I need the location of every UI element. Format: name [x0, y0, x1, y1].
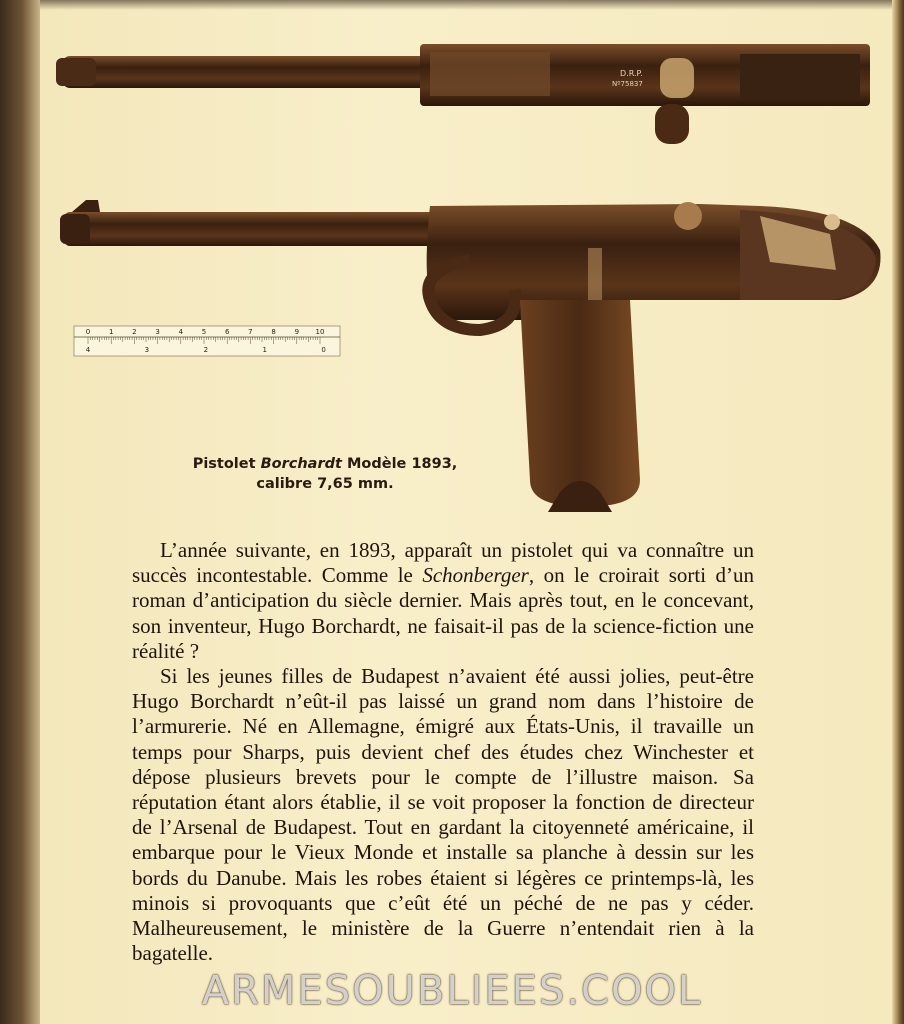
paragraph-1-italic: Schonberger	[422, 563, 529, 588]
ruler-top-label: 0	[85, 328, 91, 336]
ruler-top-label: 9	[294, 328, 300, 336]
front-sight	[72, 200, 100, 212]
ruler-top-label: 4	[178, 328, 184, 336]
toggle-knob	[674, 202, 702, 230]
caption-suffix: Modèle 1893,	[341, 456, 458, 472]
paragraph-1	[132, 538, 754, 664]
top-barrel	[62, 56, 432, 88]
side-barrel	[64, 212, 444, 246]
ruler-top-label: 3	[155, 328, 160, 336]
ruler-top-label: 7	[248, 328, 253, 336]
ruler-top-label: 2	[132, 328, 137, 336]
ruler-top-label: 10	[315, 328, 325, 336]
ruler-top-label: 1	[108, 328, 114, 336]
paragraph-2: Si les jeunes filles de Budapest n’avaient été aussi jolies, peut-être Hugo Borchardt n’eût-il pas laissé un grand nom dans l’histoire de l’armurerie. Né en Allemagne, émigré aux États-Unis, il travaille un temps pour Sharps, puis devient chef des études chez Winchester et dépose plusieurs brevets pour le compte de l’illustre maison. Sa réputation étant alors établie, il se voit proposer la fonction de directeur de l’Arsenal de Budapest. Tout en gardant la citoyenneté américaine, il embarque pour le Vieux Monde et installe sa planche à dessin sur les bords du Danube. Mais les robes étaient si légères ce printemps-là, les minois si provoquants que c’eût été un péché de ne pas y céder. Malheureusement, le ministère de la Guerre n’entendait rien à la bagatelle.	[132, 664, 754, 966]
pistol-top-view	[56, 44, 870, 144]
ruler-bottom-label: 2	[203, 346, 209, 354]
figure-caption	[150, 454, 500, 494]
caption-line2: calibre 7,65 mm.	[256, 476, 394, 492]
ruler-top-label: 5	[201, 328, 207, 336]
ruler-bottom-label: 0	[321, 346, 326, 354]
grip	[520, 300, 640, 505]
ruler-top-label: 6	[224, 328, 230, 336]
watermark: ARMESOUBLIEES.COOL	[201, 968, 703, 1014]
ruler-top-label: 8	[271, 328, 276, 336]
scale-ruler	[74, 326, 340, 356]
body-text	[132, 538, 754, 966]
paragraph-1-part-b: , on le croirait sorti d’un roman d’anticipation du siècle dernier. Mais après tout, en le concevant, son inventeur, Hugo Borchardt, ne faisait-il pas de la science-fiction une réalité ?	[132, 563, 754, 663]
caption-prefix: Pistolet	[192, 456, 261, 472]
top-muzzle	[56, 58, 96, 86]
caption-italic: Borchardt	[260, 456, 342, 472]
paragraph-1-part-a: L’année suivante, en 1893, apparaît un pistolet qui va connaître un succès incontestable. Comme le	[132, 538, 754, 588]
top-rear-tab	[655, 104, 689, 144]
ruler-bottom-label: 4	[85, 346, 91, 354]
engraving-line2: Nº75837	[612, 80, 643, 88]
ruler-bottom-label: 3	[144, 346, 150, 354]
ruler-bottom-label: 1	[262, 346, 267, 354]
engraving-line1: D.R.P.	[620, 69, 643, 78]
